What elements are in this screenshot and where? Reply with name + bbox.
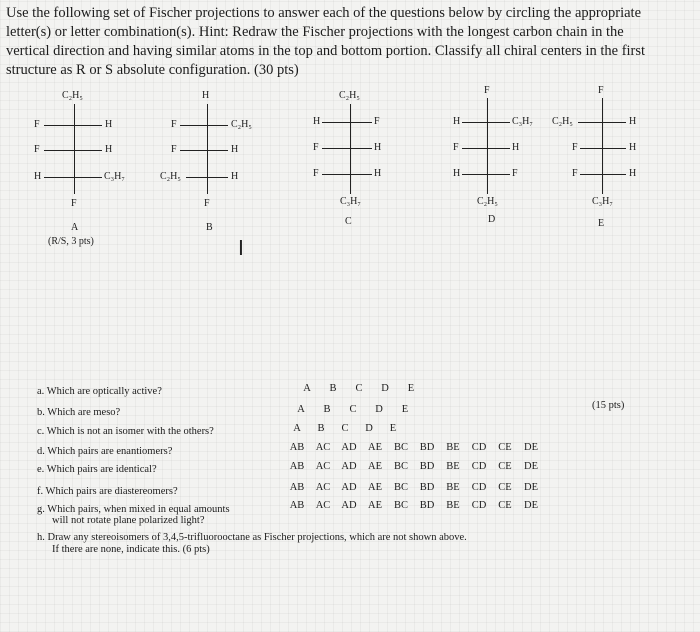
left-group: H	[34, 171, 42, 182]
left-group: F	[313, 142, 319, 153]
answer-option[interactable]: BD	[419, 461, 435, 472]
answer-option[interactable]: D	[365, 423, 373, 434]
answer-option[interactable]: AE	[368, 461, 382, 472]
answer-option[interactable]: BC	[393, 500, 408, 511]
answer-option[interactable]: AC	[315, 500, 331, 511]
answer-option[interactable]: BD	[419, 442, 435, 453]
answer-option[interactable]: BE	[446, 461, 460, 472]
answer-option[interactable]: AC	[315, 442, 331, 453]
answer-option[interactable]: B	[317, 423, 325, 434]
left-group: F	[453, 142, 459, 153]
right-group: H	[629, 168, 637, 179]
structure-label: E	[598, 218, 605, 229]
right-group: H	[374, 142, 382, 153]
answer-option[interactable]: AD	[341, 482, 357, 493]
answer-option[interactable]: BC	[393, 461, 408, 472]
question-h: h. Draw any stereoisomers of 3,4,5-trifluorooctane as Fischer projections, which are not shown above.	[37, 532, 467, 543]
left-group: F	[572, 142, 578, 153]
answer-option[interactable]: E	[401, 404, 409, 415]
answer-option[interactable]: E	[389, 423, 397, 434]
right-group: H	[105, 144, 113, 155]
right-group: C₃H₇	[512, 116, 533, 127]
instruction-line: Use the following set of Fischer projections to answer each of the questions below by circling the appropriate	[6, 5, 642, 21]
answer-option[interactable]: BE	[446, 442, 460, 453]
answer-option[interactable]: DE	[524, 442, 538, 453]
answer-option[interactable]: AB	[289, 482, 305, 493]
answer-option[interactable]: AB	[289, 461, 305, 472]
answer-option[interactable]: AC	[315, 482, 331, 493]
right-group: H	[512, 142, 520, 153]
answer-option[interactable]: DE	[524, 482, 538, 493]
instruction-line: structure as R or S absolute configuration. (30 pts)	[6, 62, 299, 78]
answer-option[interactable]: C	[355, 383, 363, 394]
top-group: F	[598, 85, 604, 96]
bottom-group: F	[71, 198, 77, 209]
answer-option[interactable]: BD	[419, 482, 435, 493]
left-group: H	[313, 116, 321, 127]
left-group: F	[313, 168, 319, 179]
bottom-group: C₂H₅	[477, 196, 498, 207]
answer-option[interactable]: DE	[524, 461, 538, 472]
instruction-line: letter(s) or letter combination(s). Hint: Redraw the Fischer projections with the longest carbon chain in the	[6, 24, 624, 40]
answer-option[interactable]: AE	[368, 500, 382, 511]
answer-option[interactable]: DE	[524, 500, 538, 511]
question-g-line2: will not rotate plane polarized light?	[52, 515, 205, 526]
rs-note: (R/S, 3 pts)	[48, 236, 94, 247]
structure-label: A	[71, 222, 79, 233]
answer-option[interactable]: BE	[446, 482, 460, 493]
answer-option[interactable]: B	[323, 404, 331, 415]
right-group: F	[512, 168, 518, 179]
bottom-group: C₃H₇	[592, 196, 613, 207]
left-group: C₂H₅	[552, 116, 573, 127]
answer-option[interactable]: CE	[498, 461, 512, 472]
answers-a	[294, 383, 424, 394]
answer-option[interactable]: B	[329, 383, 337, 394]
question-g: g. Which pairs, when mixed in equal amounts	[37, 504, 230, 515]
right-group: H	[629, 116, 637, 127]
instruction-line: vertical direction and having similar atoms in the top and bottom portion. Classify all chiral centers in the first	[6, 43, 646, 59]
left-group: C₂H₅	[160, 171, 181, 182]
answer-option[interactable]: BC	[393, 482, 408, 493]
answer-option[interactable]: AE	[368, 442, 382, 453]
answer-option[interactable]: E	[407, 383, 415, 394]
answer-option[interactable]: BC	[393, 442, 408, 453]
question-h-line2: If there are none, indicate this. (6 pts)	[52, 544, 210, 555]
question-b: b. Which are meso?	[37, 407, 121, 418]
answer-option[interactable]: CE	[498, 482, 512, 493]
top-group: C₂H₅	[339, 90, 360, 101]
answer-option[interactable]: AC	[315, 461, 331, 472]
answer-option[interactable]: CD	[471, 442, 487, 453]
right-group: H	[231, 144, 239, 155]
question-f: f. Which pairs are diastereomers?	[37, 486, 178, 497]
answer-option[interactable]: AE	[368, 482, 382, 493]
right-group: H	[374, 168, 382, 179]
answer-option[interactable]: C	[349, 404, 357, 415]
structure-label: B	[206, 222, 213, 233]
left-group: F	[171, 119, 177, 130]
answer-option[interactable]: A	[293, 423, 301, 434]
left-group: F	[171, 144, 177, 155]
bottom-group: C₃H₇	[340, 196, 361, 207]
text-cursor-icon: I	[238, 236, 244, 260]
answer-option[interactable]: CE	[498, 442, 512, 453]
right-group: C₃H₇	[104, 171, 125, 182]
answer-option[interactable]: A	[303, 383, 311, 394]
question-c: c. Which is not an isomer with the others?	[37, 426, 214, 437]
top-group: F	[484, 85, 490, 96]
left-group: F	[34, 144, 40, 155]
right-group: F	[374, 116, 380, 127]
bottom-group: F	[204, 198, 210, 209]
right-group: H	[629, 142, 637, 153]
answer-option[interactable]: AB	[289, 500, 305, 511]
answer-option[interactable]: AD	[341, 461, 357, 472]
question-a: a. Which are optically active?	[37, 386, 162, 397]
top-group: C₂H₅	[62, 90, 83, 101]
structure-label: C	[345, 216, 352, 227]
left-group: H	[453, 116, 461, 127]
answers-b	[288, 404, 418, 415]
answer-option[interactable]: AB	[289, 442, 305, 453]
answer-option[interactable]: D	[381, 383, 389, 394]
answer-option[interactable]: CD	[471, 482, 487, 493]
answer-option[interactable]: D	[375, 404, 383, 415]
answer-option[interactable]: AD	[341, 442, 357, 453]
right-group: C₂H₅	[231, 119, 252, 130]
answers-c	[285, 423, 405, 434]
question-d: d. Which pairs are enantiomers?	[37, 446, 173, 457]
answers-d	[284, 442, 544, 453]
right-group: H	[105, 119, 113, 130]
answer-option[interactable]: CD	[471, 461, 487, 472]
left-group: F	[572, 168, 578, 179]
top-group: H	[202, 90, 210, 101]
answer-option[interactable]: BD	[419, 500, 435, 511]
answer-option[interactable]: CE	[498, 500, 512, 511]
right-group: H	[231, 171, 239, 182]
answer-option[interactable]: A	[297, 404, 305, 415]
instructions	[6, 4, 696, 80]
left-group: H	[453, 168, 461, 179]
structure-label: D	[488, 214, 496, 225]
answers-g	[284, 500, 544, 511]
answer-option[interactable]: BE	[446, 500, 460, 511]
answer-option[interactable]: CD	[471, 500, 487, 511]
question-e: e. Which pairs are identical?	[37, 464, 157, 475]
answers-e	[284, 461, 544, 472]
answer-option[interactable]: C	[341, 423, 349, 434]
answer-option[interactable]: AD	[341, 500, 357, 511]
points-note: (15 pts)	[592, 400, 625, 411]
answers-f	[284, 482, 544, 493]
left-group: F	[34, 119, 40, 130]
